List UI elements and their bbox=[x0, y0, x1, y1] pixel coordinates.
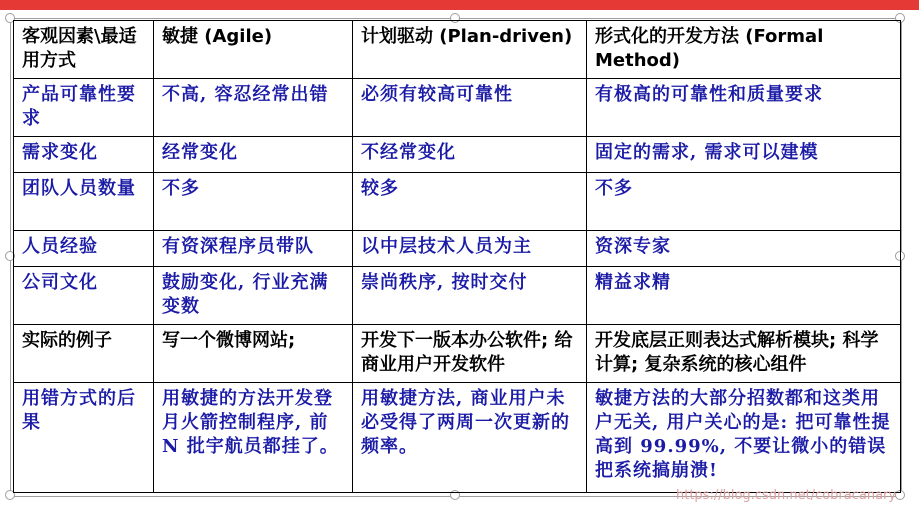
header-cell-formal: 形式化的开发方法 (Formal Method) bbox=[587, 21, 901, 79]
header-cell-plan-driven: 计划驱动 (Plan-driven) bbox=[353, 21, 587, 79]
table-row bbox=[14, 231, 901, 267]
table-cell: 有极高的可靠性和质量要求 bbox=[587, 79, 901, 137]
row-label: 人员经验 bbox=[14, 231, 154, 267]
table-cell: 用敏捷方法, 商业用户未必受得了两周一次更新的频率。 bbox=[353, 383, 587, 493]
table-cell: 精益求精 bbox=[587, 267, 901, 325]
table-cell: 经常变化 bbox=[154, 137, 353, 173]
table-cell: 必须有较高可靠性 bbox=[353, 79, 587, 137]
row-label: 实际的例子 bbox=[14, 325, 154, 383]
table-row bbox=[14, 267, 901, 325]
table-cell: 不多 bbox=[154, 173, 353, 231]
header-cell-factor: 客观因素\最适用方式 bbox=[14, 21, 154, 79]
table-row bbox=[14, 137, 901, 173]
table-cell: 有资深程序员带队 bbox=[154, 231, 353, 267]
misuse-row bbox=[14, 383, 901, 493]
table-cell: 敏捷方法的大部分招数都和这类用户无关, 用户关心的是: 把可靠性提高到 99.99%, 不要让微小的错误把系统搞崩溃! bbox=[587, 383, 901, 493]
row-label: 用错方式的后果 bbox=[14, 383, 154, 493]
table-cell: 不多 bbox=[587, 173, 901, 231]
row-label: 公司文化 bbox=[14, 267, 154, 325]
source-watermark: https://blog.csdn.net/cobracanary bbox=[676, 488, 897, 503]
table-cell: 开发下一版本办公软件; 给商业用户开发软件 bbox=[353, 325, 587, 383]
table-cell: 崇尚秩序, 按时交付 bbox=[353, 267, 587, 325]
examples-row bbox=[14, 325, 901, 383]
table-row bbox=[14, 79, 901, 137]
row-label: 需求变化 bbox=[14, 137, 154, 173]
table-cell: 较多 bbox=[353, 173, 587, 231]
slide-title-remnant bbox=[0, 0, 919, 10]
row-label: 产品可靠性要求 bbox=[14, 79, 154, 137]
header-cell-agile: 敏捷 (Agile) bbox=[154, 21, 353, 79]
table-cell: 不高, 容忍经常出错 bbox=[154, 79, 353, 137]
comparison-table bbox=[13, 20, 901, 493]
table-cell: 不经常变化 bbox=[353, 137, 587, 173]
table-cell: 写一个微博网站; bbox=[154, 325, 353, 383]
table-header-row bbox=[14, 21, 901, 79]
table-cell: 鼓励变化, 行业充满变数 bbox=[154, 267, 353, 325]
table-cell: 用敏捷的方法开发登月火箭控制程序, 前N 批宇航员都挂了。 bbox=[154, 383, 353, 493]
table-cell: 以中层技术人员为主 bbox=[353, 231, 587, 267]
table-cell: 开发底层正则表达式解析模块; 科学计算; 复杂系统的核心组件 bbox=[587, 325, 901, 383]
table-cell: 固定的需求, 需求可以建模 bbox=[587, 137, 901, 173]
table-row bbox=[14, 173, 901, 231]
table-cell: 资深专家 bbox=[587, 231, 901, 267]
row-label: 团队人员数量 bbox=[14, 173, 154, 231]
